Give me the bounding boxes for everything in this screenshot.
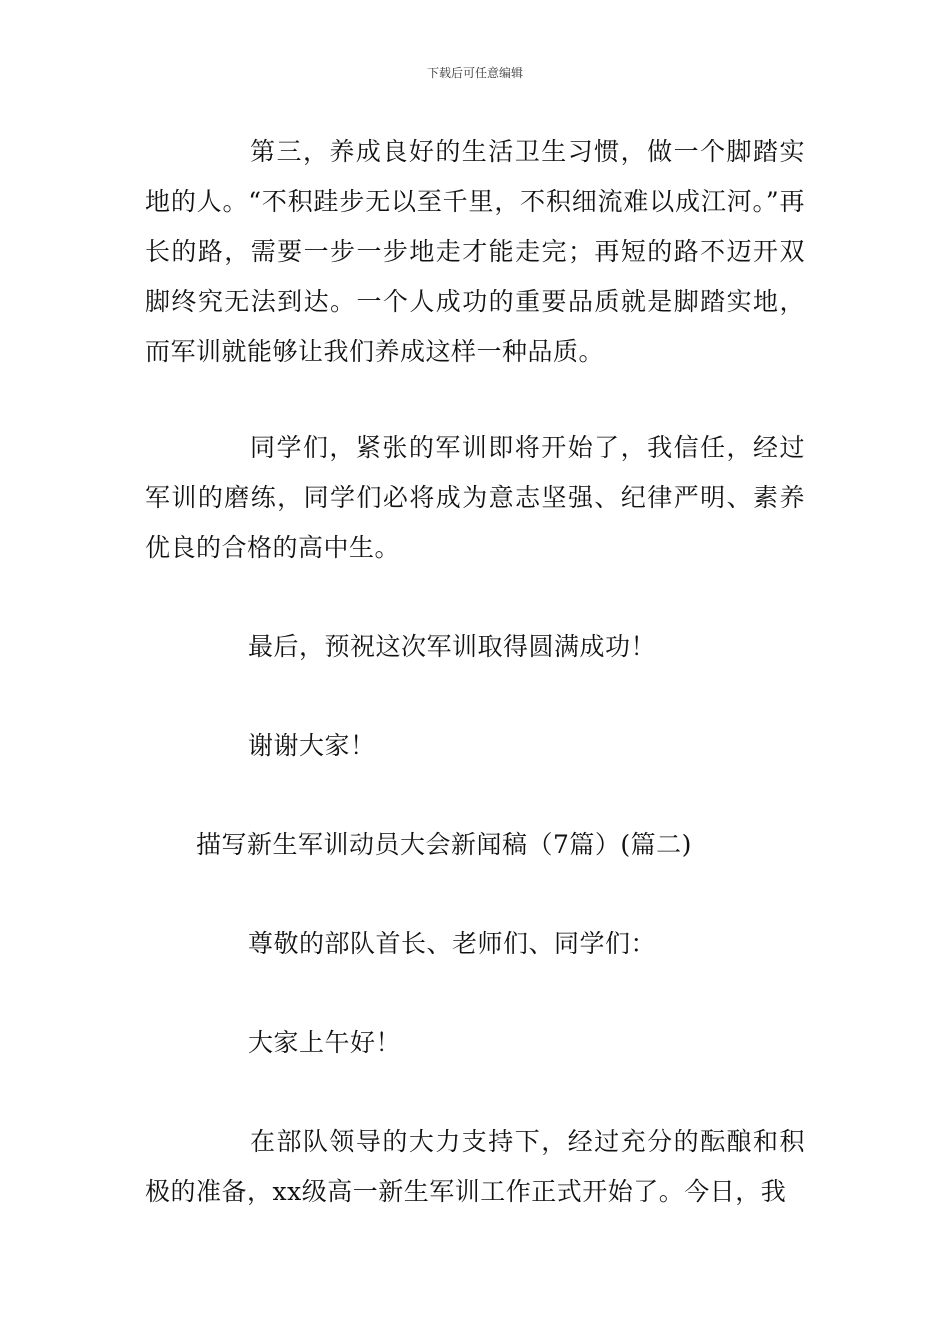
paragraph-third-point: 第三，养成良好的生活卫生习惯，做一个脚踏实地的人。“不积跬步无以至千里，不积细流难以成江河。”再长的路，需要一步一步地走才能走完；再短的路不迈开双脚终究无法到达。一个人成功的重要品质就是脚踏实地，而军训就能够让我们养成这样一种品质。 bbox=[145, 137, 805, 366]
paragraph-training-start: 在部队领导的大力支持下，经过充分的酝酿和积极的准备，xx级高一新生军训工作正式开始了。今日，我 bbox=[145, 1127, 805, 1206]
paragraph-students-training: 同学们，紧张的军训即将开始了，我信任，经过军训的磨练，同学们必将成为意志坚强、纪律严明、素养优良的合格的高中生。 bbox=[145, 433, 805, 562]
paragraph-thanks: 谢谢大家！ bbox=[248, 731, 376, 760]
paragraph-wish-success: 最后，预祝这次军训取得圆满成功！ bbox=[248, 632, 657, 661]
paragraph-salutation: 尊敬的部队首长、老师们、同学们： bbox=[248, 929, 657, 958]
page-header-note: 下载后可任意编辑 bbox=[426, 66, 523, 80]
section-title: 描写新生军训动员大会新闻稿（7篇）(篇二) bbox=[196, 830, 692, 859]
paragraph-greeting: 大家上午好！ bbox=[248, 1028, 402, 1057]
